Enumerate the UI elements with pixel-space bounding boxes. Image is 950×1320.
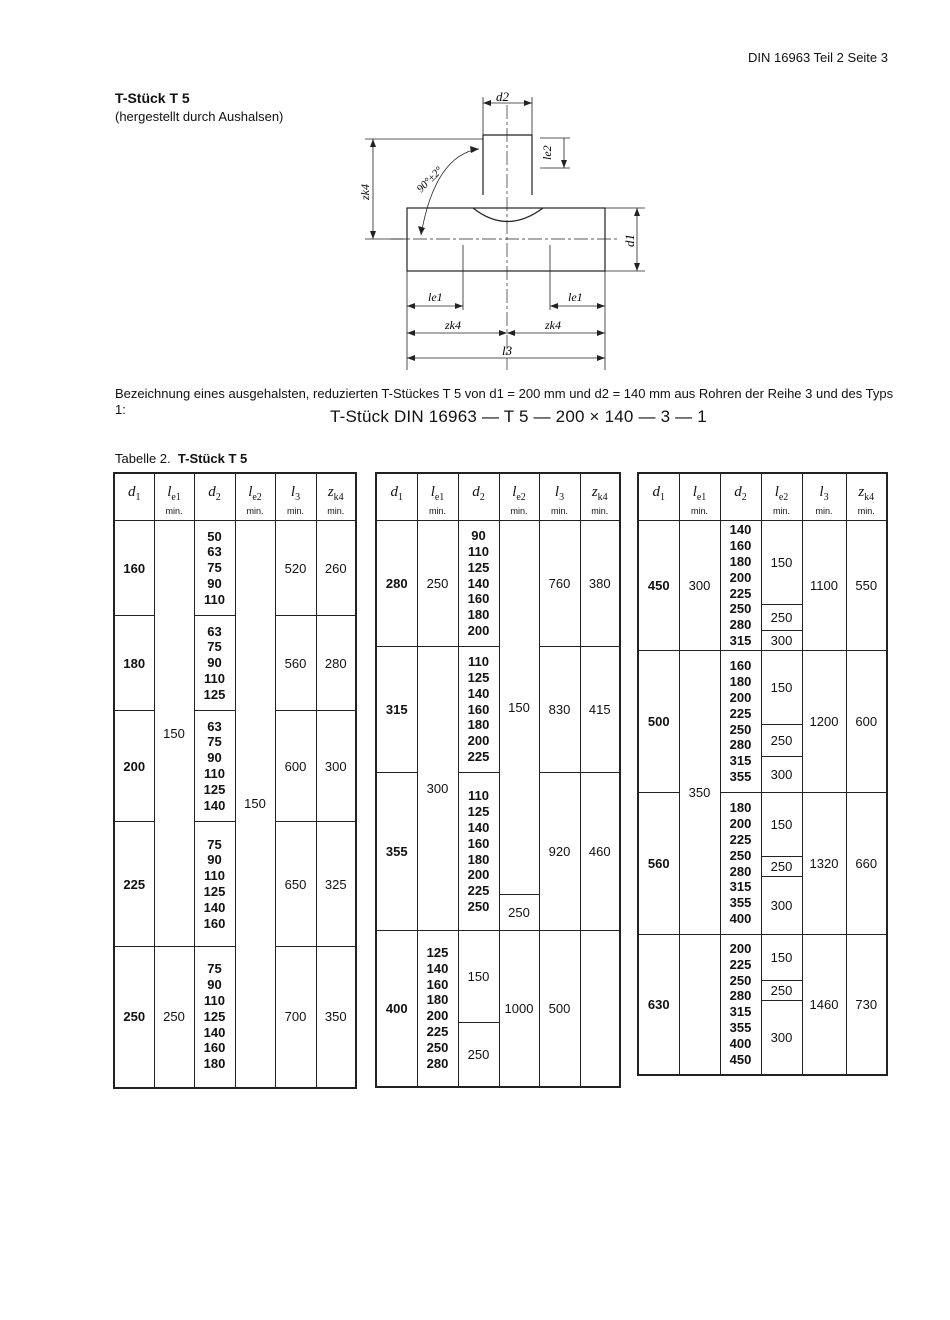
table-cell: 180: [729, 674, 752, 690]
table-row: [638, 935, 887, 981]
table-cell: 150: [761, 521, 802, 605]
table-caption-title: T-Stück T 5: [177, 451, 248, 466]
table-cell: 180: [114, 616, 154, 711]
table-cell: $l_{e2}$: [512, 483, 526, 503]
table-row: [638, 651, 887, 725]
table-cell: 280: [316, 616, 356, 711]
table-cell: 160: [729, 658, 752, 674]
table-cell: 200: [467, 733, 490, 749]
table-cell: $d_2$: [734, 483, 747, 503]
table-cell: [720, 651, 761, 793]
table-cell: 1000: [499, 931, 539, 1087]
designation-example: T-Stück DIN 16963 — T 5 — 200 × 140 — 3 — 1: [330, 407, 707, 426]
table-cell: 250: [729, 972, 752, 988]
col-header-zk4: [316, 473, 356, 521]
table-cell: 500: [638, 651, 679, 793]
table-cell: min.: [428, 506, 446, 516]
table-cell: 90: [471, 528, 486, 544]
col-header-d1: [376, 473, 417, 521]
table-cell: 75: [207, 639, 222, 655]
table-row: [376, 647, 620, 773]
col-header-d2: [194, 473, 235, 521]
dim-label-le1-right: le1: [568, 290, 583, 304]
table-cell: 110: [204, 766, 225, 781]
table-cell: 50: [207, 528, 222, 544]
table-cell: 75: [207, 734, 222, 750]
table-cell: 180: [426, 992, 449, 1008]
table-cell: [720, 521, 761, 651]
table-cell: 90: [207, 655, 222, 671]
table-row: [638, 793, 887, 857]
dim-label-d1: d1: [622, 234, 637, 247]
table-cell: 110: [204, 993, 225, 1009]
table-cell: 160: [467, 591, 490, 607]
col-header-d2: [458, 473, 499, 521]
table-cell: 700: [275, 947, 316, 1088]
table-cell: 315: [729, 1004, 752, 1020]
table-cell: 125: [203, 884, 226, 899]
table-cell: 110: [204, 868, 225, 884]
table-cell: 600: [275, 711, 316, 822]
table-cell: $l_3$: [290, 483, 301, 503]
col-header-d2: [720, 473, 761, 521]
dim-label-zk4-vertical: zk4: [358, 184, 372, 200]
table-cell: $d_2$: [208, 483, 221, 503]
table-cell: 315: [376, 647, 417, 773]
col-header-l3: [539, 473, 580, 521]
table-cell: 300: [679, 521, 720, 651]
table-cell: 140: [203, 899, 226, 915]
table-cell: [417, 931, 458, 1087]
table-cell: 250: [729, 721, 752, 737]
table-cell: min.: [165, 506, 183, 516]
tee-drawing: [355, 85, 655, 375]
table-cell: 250: [154, 947, 194, 1088]
table-cell: min.: [772, 506, 790, 516]
table-cell: 250: [761, 605, 802, 631]
table-part-1: [113, 472, 357, 1089]
table-cell: [720, 793, 761, 935]
table-cell: 325: [316, 822, 356, 947]
table-cell: 63: [207, 544, 222, 560]
table-cell: 200: [729, 569, 752, 585]
table-cell: 225: [729, 705, 752, 721]
table-cell: 90: [207, 852, 222, 868]
table-cell: $l_{e1}$: [167, 483, 181, 503]
table-cell: 250: [761, 981, 802, 1001]
table-cell: 225: [467, 748, 490, 764]
table-cell: 250: [467, 898, 490, 914]
table-cell: 140: [426, 960, 449, 976]
table-cell: 1100: [802, 521, 846, 651]
table-cell: 300: [761, 877, 802, 935]
table-cell: 400: [729, 910, 752, 926]
table-cell: 160: [467, 701, 490, 717]
table-cell: [458, 647, 499, 773]
table-cell: 400: [376, 931, 417, 1087]
col-header-zk4: [580, 473, 620, 521]
table-cell: 75: [207, 560, 222, 576]
table-cell: 380: [580, 521, 620, 647]
table-cell: [194, 616, 235, 711]
table-cell: min.: [246, 506, 264, 516]
dim-label-zk4-left: zk4: [445, 318, 461, 332]
table-cell: min.: [327, 506, 345, 516]
table-cell: $l_{e2}$: [774, 483, 789, 503]
table-cell: 150: [458, 931, 499, 1023]
table-cell: 1200: [802, 651, 846, 793]
table-cell: 300: [316, 711, 356, 822]
table-cell: 180: [203, 1056, 226, 1072]
table-cell: 110: [468, 654, 489, 670]
table-cell: [194, 947, 235, 1088]
table-cell: 90: [207, 575, 222, 591]
col-header-le2: [761, 473, 802, 521]
table-cell: 225: [426, 1024, 449, 1040]
table-cell: $z_{k4}$: [591, 483, 608, 503]
table-cell: 355: [729, 768, 752, 784]
table-cell: 160: [467, 835, 490, 851]
table-row: [376, 931, 620, 1023]
table-header-row: [114, 473, 356, 521]
section-title: T-Stück T 5: [115, 90, 190, 106]
main-pipe: [407, 208, 605, 271]
table-cell: 125: [203, 1008, 226, 1024]
table-cell: 225: [729, 585, 752, 601]
section-subtitle: (hergestellt durch Aushalsen): [115, 109, 284, 124]
table-cell: 160: [203, 1040, 226, 1056]
table-cell: 90: [207, 750, 222, 766]
table-cell: 180: [729, 800, 752, 816]
table-cell: 450: [638, 521, 679, 651]
table-cell: 300: [761, 631, 802, 651]
col-header-l3: [802, 473, 846, 521]
branch-weld: [473, 208, 543, 222]
table-cell: 520: [275, 521, 316, 616]
table-cell: [458, 521, 499, 647]
table-cell: 140: [467, 685, 490, 701]
table-cell: $d_1$: [128, 483, 141, 503]
table-cell: 200: [729, 689, 752, 705]
table-cell: 280: [729, 737, 752, 753]
table-cell: 250: [426, 1039, 449, 1055]
table-cell: 760: [539, 521, 580, 647]
table-cell: 350: [679, 651, 720, 935]
table-cell: 400: [729, 1035, 752, 1051]
table-cell: $l_{e2}$: [248, 483, 262, 503]
table-cell: 450: [729, 1051, 752, 1067]
table-cell: [720, 935, 761, 1075]
table-cell: 180: [729, 553, 752, 569]
table-header-row: [638, 473, 887, 521]
table-cell: 460: [580, 773, 620, 931]
table-part-3: [637, 472, 888, 1076]
table-cell: 125: [467, 670, 490, 685]
table-cell: min.: [510, 506, 528, 516]
table-cell: 250: [729, 847, 752, 863]
table-cell: 250: [761, 725, 802, 757]
table-cell: 250: [458, 1023, 499, 1087]
table-cell: 280: [729, 863, 752, 879]
table-cell: min.: [857, 506, 875, 516]
table-cell: 200: [467, 622, 490, 638]
table-cell: min.: [690, 506, 708, 516]
table-cell: 1460: [802, 935, 846, 1075]
table-cell: $d_1$: [390, 483, 403, 503]
table-cell: 830: [539, 647, 580, 773]
table-cell: 350: [316, 947, 356, 1088]
col-header-le2: [235, 473, 275, 521]
table-cell: 630: [638, 935, 679, 1075]
table-cell: 560: [275, 616, 316, 711]
table-cell: $l_3$: [819, 483, 829, 503]
table-cell: 225: [114, 822, 154, 947]
table-cell: min.: [550, 506, 568, 516]
table-caption: [115, 451, 247, 466]
page-header-ref: DIN 16963 Teil 2 Seite 3: [748, 50, 888, 65]
col-header-d1: [638, 473, 679, 521]
table-cell: 550: [846, 521, 887, 651]
table-cell: 280: [376, 521, 417, 647]
empty-le1-cell: [679, 935, 720, 1075]
table-cell: 160: [203, 915, 226, 931]
table-cell: 150: [154, 521, 194, 947]
dim-label-zk4-right: zk4: [545, 318, 561, 332]
table-cell: 315: [729, 879, 752, 895]
table-cell: $l_{e1}$: [692, 483, 707, 503]
table-cell: 315: [729, 632, 752, 648]
table-cell: 225: [729, 831, 752, 847]
table-cell: $l_3$: [554, 483, 565, 503]
angle-arc: [421, 149, 479, 235]
designation-description: Bezeichnung eines ausgehalsten, reduzierten T-Stückes T 5 von d1 = 200 mm und d2 = 140 mm aus Rohren der Reihe 3 und des Typs 1:: [115, 386, 894, 417]
table-cell: 75: [207, 836, 222, 852]
col-header-le1: [679, 473, 720, 521]
col-header-le1: [154, 473, 194, 521]
table-cell: $z_{k4}$: [327, 483, 344, 503]
table-cell: 160: [114, 521, 154, 616]
table-cell: 355: [376, 773, 417, 931]
table-cell: 315: [729, 753, 752, 769]
col-header-le2: [499, 473, 539, 521]
table-cell: 355: [729, 895, 752, 911]
table-cell: $l_{e1}$: [430, 483, 445, 503]
table-cell: [194, 822, 235, 947]
table-cell: 140: [203, 1024, 226, 1040]
table-cell: $d_1$: [652, 483, 665, 503]
table-cell: 140: [467, 575, 490, 591]
table-cell: 200: [114, 711, 154, 822]
table-cell: 250: [114, 947, 154, 1088]
table-cell: 63: [207, 718, 222, 734]
col-header-zk4: [846, 473, 887, 521]
table-cell: min.: [815, 506, 833, 516]
table-cell: 200: [467, 867, 490, 883]
table-cell: 250: [499, 895, 539, 931]
table-cell: 125: [203, 781, 226, 797]
table-caption-prefix: Tabelle 2.: [115, 451, 171, 466]
table-cell: 140: [467, 819, 490, 835]
table-cell: 125: [426, 945, 449, 961]
col-header-le1: [417, 473, 458, 521]
col-header-l3: [275, 473, 316, 521]
table-cell: 140: [203, 797, 226, 813]
table-cell: 150: [499, 521, 539, 895]
table-row: [638, 521, 887, 605]
table-cell: 300: [761, 1001, 802, 1075]
table-cell: 355: [729, 1020, 752, 1036]
table-cell: 160: [426, 976, 449, 992]
table-cell: 150: [235, 521, 275, 1088]
table-cell: 75: [207, 961, 222, 977]
table-cell: 600: [846, 651, 887, 793]
table-cell: 110: [204, 591, 225, 607]
dim-label-le1-left: le1: [428, 290, 443, 304]
table-cell: 180: [467, 851, 490, 867]
table-part-2: [375, 472, 621, 1088]
table-cell: 160: [729, 538, 752, 554]
table-cell: 125: [203, 686, 226, 702]
table-cell: [194, 521, 235, 616]
table-cell: min.: [591, 506, 609, 516]
table-cell: 650: [275, 822, 316, 947]
table-cell: 920: [539, 773, 580, 931]
table-cell: min.: [286, 506, 304, 516]
table-cell: 200: [729, 941, 752, 957]
table-cell: 180: [467, 717, 490, 733]
table-cell: 110: [468, 544, 489, 559]
table-cell: 225: [729, 956, 752, 972]
table-row: [376, 773, 620, 895]
col-header-d1: [114, 473, 154, 521]
table-cell: 280: [729, 988, 752, 1004]
table-cell: 300: [761, 757, 802, 793]
dim-label-d2: d2: [496, 89, 509, 104]
table-cell: 200: [729, 816, 752, 832]
table-cell: 560: [638, 793, 679, 935]
table-cell: 250: [729, 601, 752, 617]
table-cell: 125: [467, 559, 490, 575]
table-cell: 260: [316, 521, 356, 616]
table-cell: 730: [846, 935, 887, 1075]
table-cell: 150: [761, 651, 802, 725]
table-cell: 280: [729, 617, 752, 633]
table-cell: 225: [467, 883, 490, 899]
table-cell: 500: [539, 931, 580, 1087]
dim-label-le2: le2: [540, 145, 554, 160]
table-row: [114, 521, 356, 616]
table-cell: [458, 773, 499, 931]
table-cell: 110: [468, 788, 489, 804]
table-cell: [194, 711, 235, 822]
table-cell: 250: [417, 521, 458, 647]
table-cell: 180: [467, 607, 490, 623]
table-cell: 150: [761, 793, 802, 857]
table-cell: 110: [204, 670, 225, 686]
dim-label-l3: l3: [502, 343, 513, 358]
table-row: [376, 521, 620, 647]
table-cell: 90: [207, 977, 222, 993]
table-cell: 1320: [802, 793, 846, 935]
table-cell: $z_{k4}$: [858, 483, 875, 503]
table-cell: 63: [207, 623, 222, 639]
table-cell: 250: [761, 857, 802, 877]
table-header-row: [376, 473, 620, 521]
table-cell: 140: [729, 522, 752, 538]
table-cell: 280: [426, 1055, 449, 1071]
table-cell: 660: [846, 793, 887, 935]
table-cell: 200: [426, 1008, 449, 1024]
angle-label: 90°±2°: [414, 164, 446, 196]
table-cell: 125: [467, 804, 490, 820]
table-cell: 150: [761, 935, 802, 981]
table-cell: $d_2$: [472, 483, 485, 503]
table-cell: 300: [417, 647, 458, 931]
table-cell: 415: [580, 647, 620, 773]
